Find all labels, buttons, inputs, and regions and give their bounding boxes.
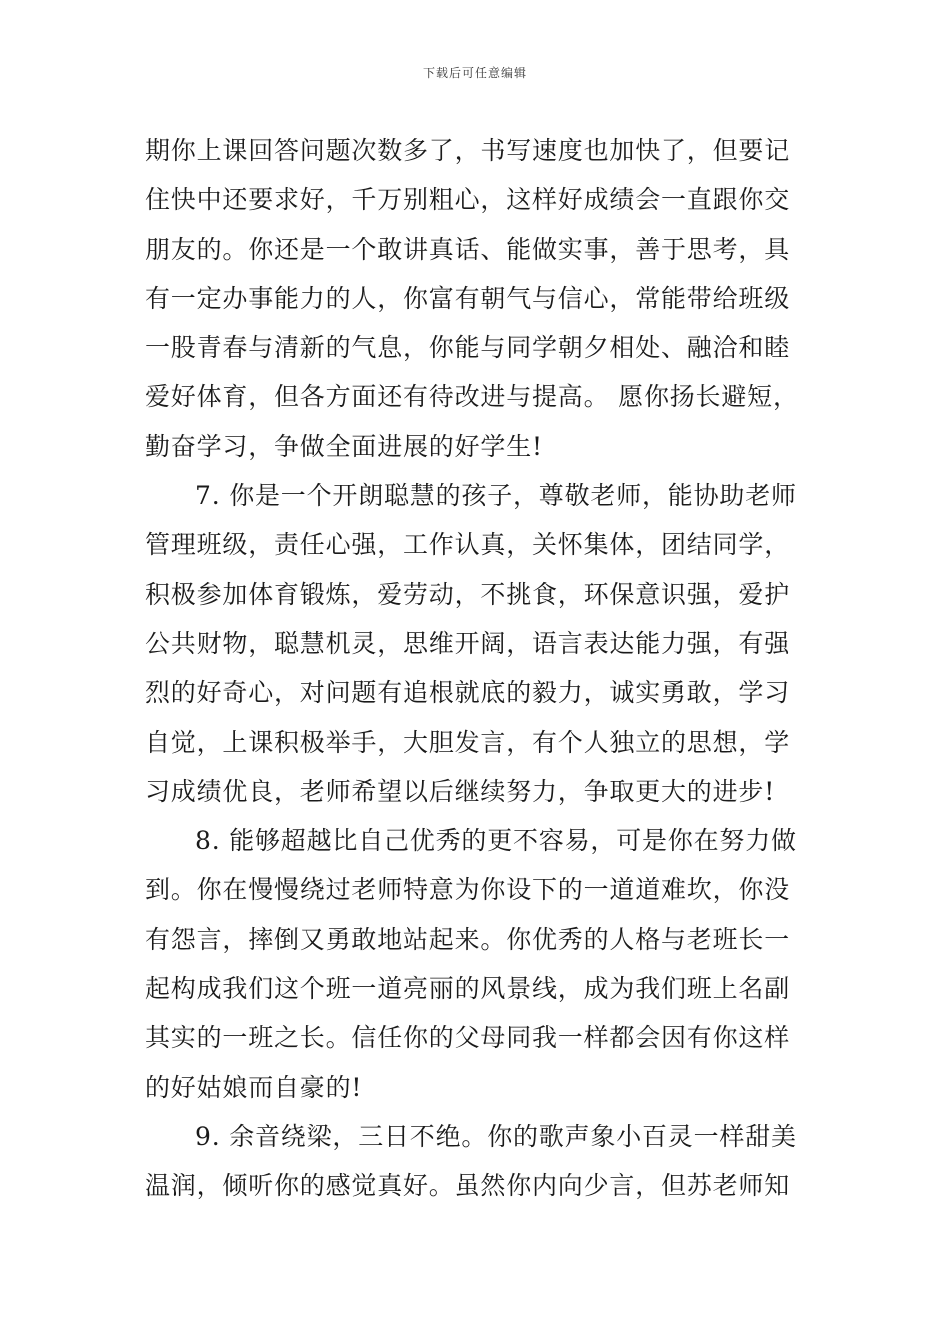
text-line: 其实的一班之长。信任你的父母同我一样都会因有你这样 xyxy=(145,1023,791,1053)
text-line: 期你上课回答问题次数多了，书写速度也加快了，但要记 xyxy=(145,136,791,165)
text-line: 到。你在慢慢绕过老师特意为你设下的一道道难坎，你没 xyxy=(145,875,791,905)
text-line: 管理班级，责任心强，工作认真，关怀集体，团结同学， xyxy=(145,530,791,560)
paragraph-start-line: 7. 你是一个开朗聪慧的孩子，尊敬老师，能协助老师 xyxy=(195,481,797,511)
text-line: 朋友的。你还是一个敢讲真话、能做实事，善于思考，具 xyxy=(145,234,791,264)
text-line: 起构成我们这个班一道亮丽的风景线，成为我们班上名副 xyxy=(145,974,791,1004)
body-text xyxy=(145,126,815,1211)
text-line: 自觉，上课积极举手，大胆发言，有个人独立的思想，学 xyxy=(145,727,791,757)
text-line: 勤奋学习，争做全面进展的好学生! xyxy=(145,431,543,461)
text-line: 公共财物，聪慧机灵，思维开阔，语言表达能力强，有强 xyxy=(145,628,791,658)
text-line: 习成绩优良，老师希望以后继续努力，争取更大的进步! xyxy=(145,776,776,806)
text-line: 有一定办事能力的人，你富有朝气与信心，常能带给班级 xyxy=(145,283,791,313)
text-line: 烈的好奇心，对问题有追根就底的毅力，诚实勇敢，学习 xyxy=(145,678,791,708)
text-line: 的好姑娘而自豪的! xyxy=(145,1072,363,1102)
text-line: 一股青春与清新的气息，你能与同学朝夕相处、融洽和睦 xyxy=(145,333,791,363)
text-line: 爱好体育，但各方面还有待改进与提高。 愿你扬长避短， xyxy=(145,382,799,412)
header-note: 下载后可任意编辑 xyxy=(422,66,527,80)
text-line: 温润，倾听你的感觉真好。虽然你内向少言，但苏老师知 xyxy=(145,1171,791,1201)
text-line: 有怨言，摔倒又勇敢地站起来。你优秀的人格与老班长一 xyxy=(145,924,791,954)
paragraph-start-line: 8. 能够超越比自己优秀的更不容易，可是你在努力做 xyxy=(195,826,797,856)
text-line: 积极参加体育锻炼，爱劳动，不挑食，环保意识强，爱护 xyxy=(145,579,791,609)
paragraph-start-line: 9. 余音绕梁，三日不绝。你的歌声象小百灵一样甜美 xyxy=(195,1121,797,1151)
text-line: 住快中还要求好，千万别粗心，这样好成绩会一直跟你交 xyxy=(145,185,791,215)
